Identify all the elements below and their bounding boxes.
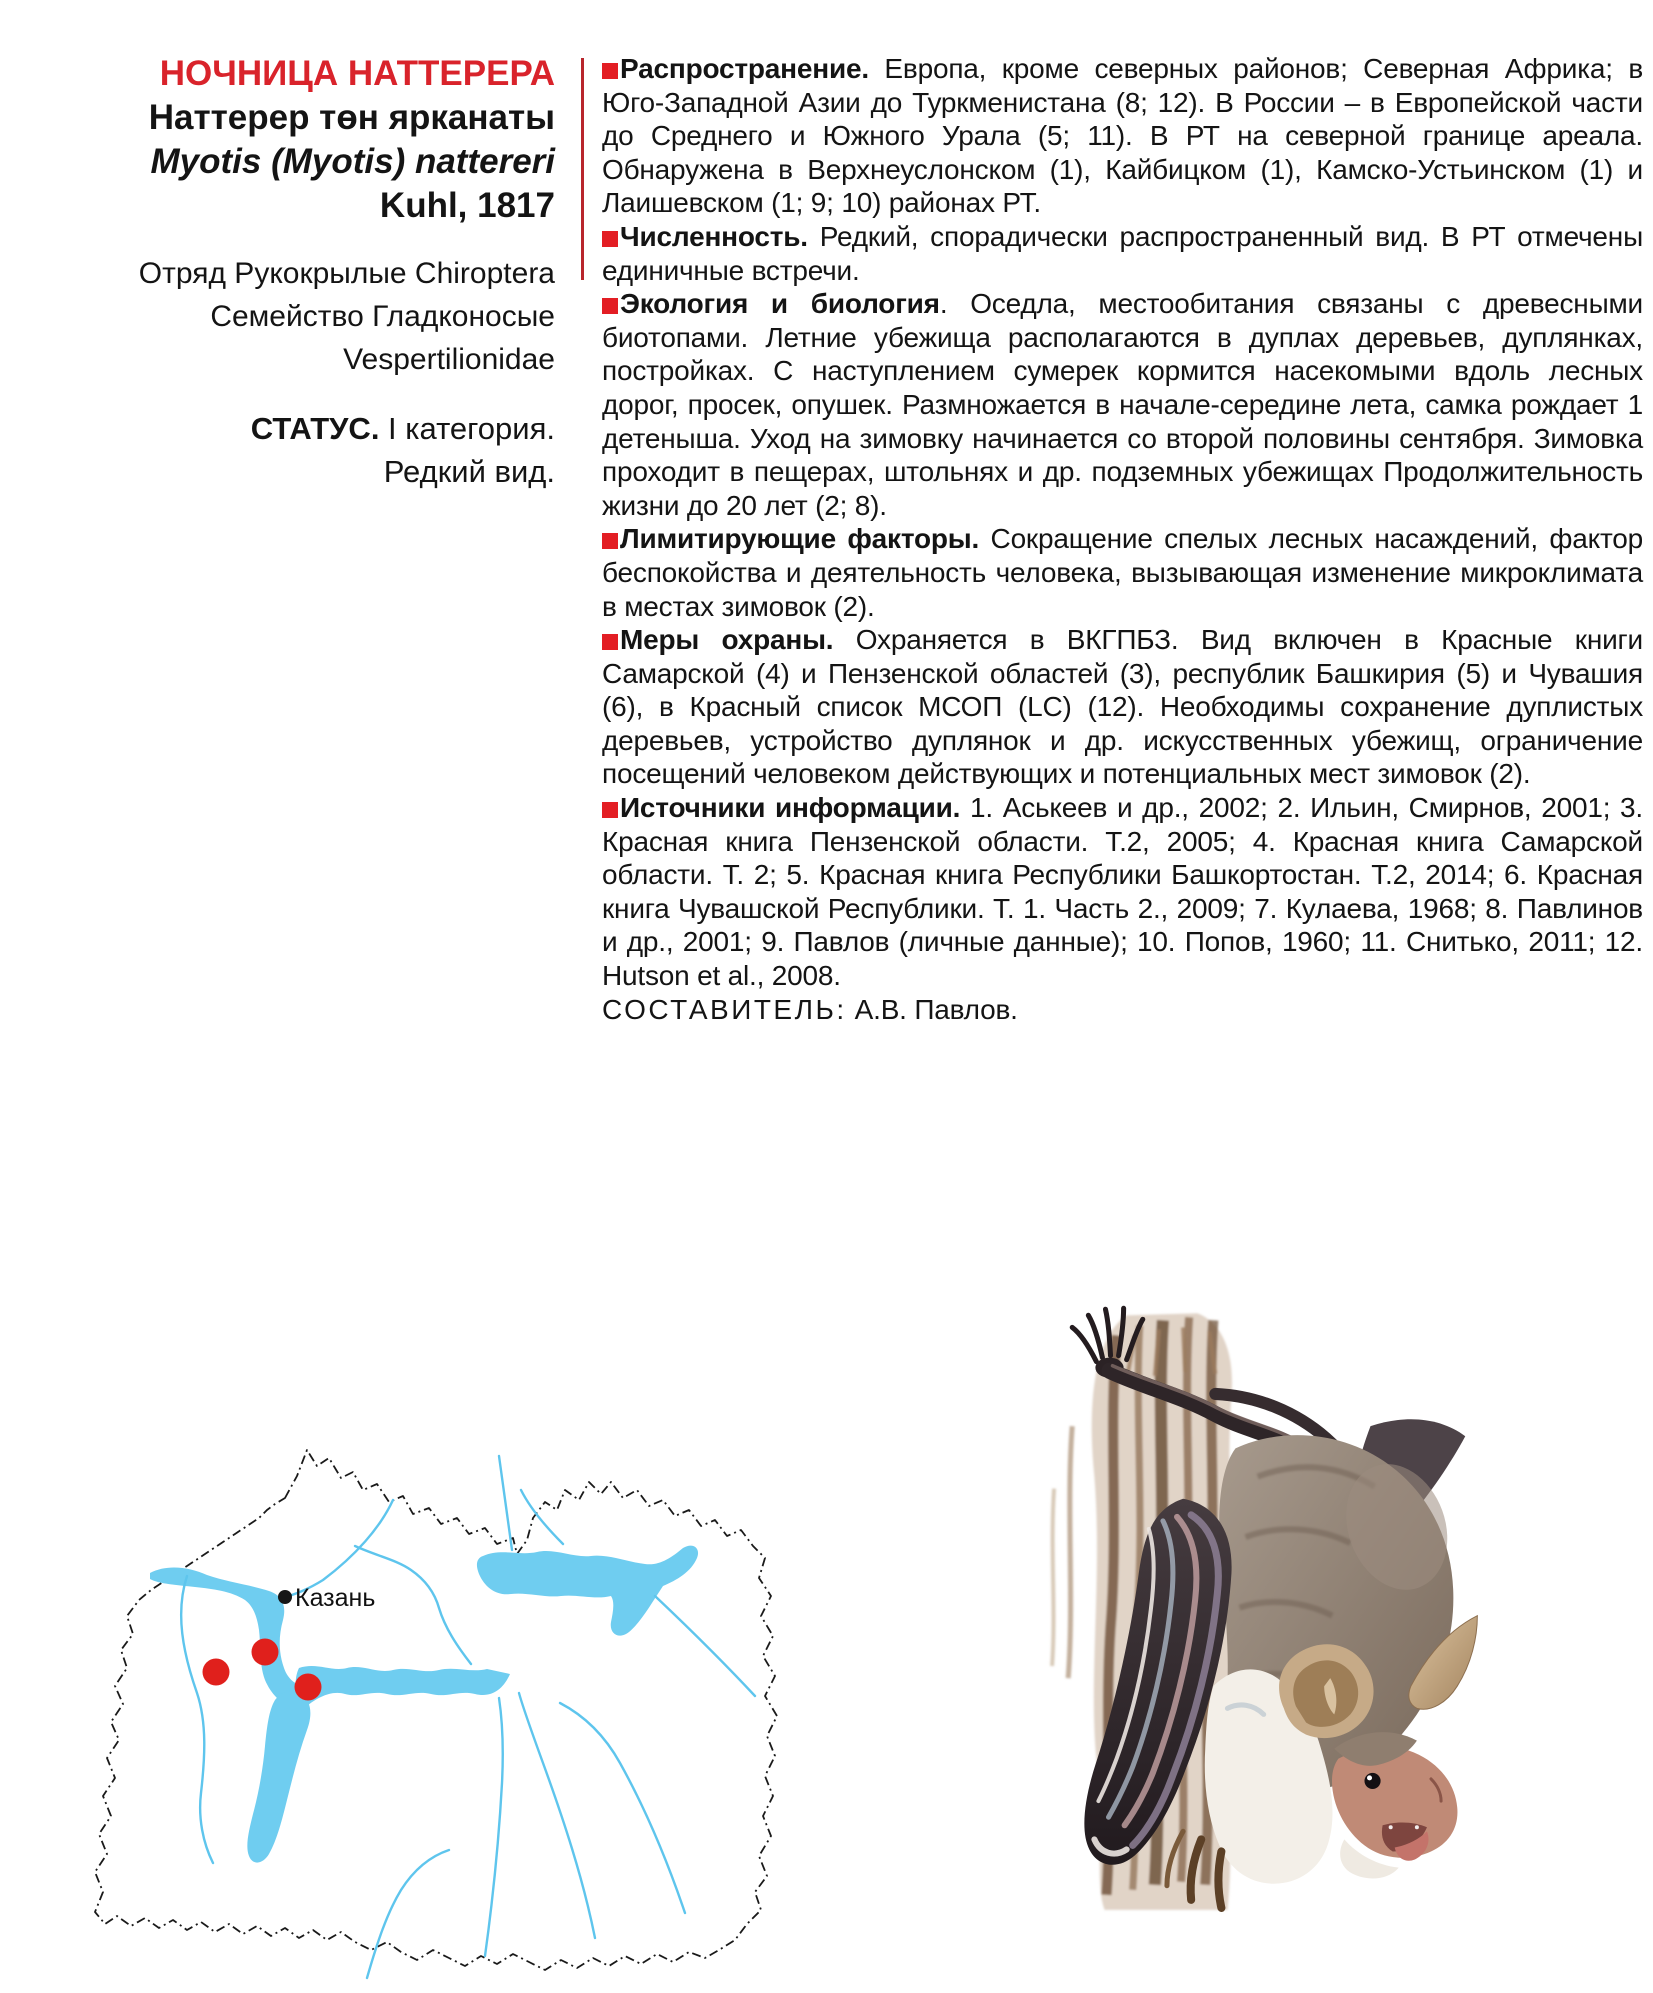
record-dot-1 [203,1659,230,1686]
red-square-bullet [602,63,618,79]
red-square-bullet [602,231,618,247]
bat-illustration [975,1275,1500,1920]
section-text: Европа, кроме северных районов; Северная Африка; в Юго-Западной Азии до Туркменистана (8; 12). В России – в Европейской части до Среднего и Южного Урала (5; 11). В РТ на северной границе ареала. Обнаружена в Верхнеуслонском (1), Кайбицком (1), Камско-Устьинском (1) и Лаишевском (1; 9; 10) районах РТ. [602,53,1643,219]
section-label: Распространение. [620,53,869,84]
section-sources [602,791,1643,993]
red-vertical-rule [581,58,584,280]
bat-left-ear [1279,1644,1373,1738]
species-author-year: Kuhl, 1817 [379,186,555,225]
red-square-bullet [602,533,618,549]
section-label: Экология и биология [620,288,940,320]
species-title-russian: НОЧНИЦА НАТТЕРЕРА [159,54,555,93]
section-text: . Оседла, местообитания связаны с древесными биотопами. Летние убежища располагаются в дуплах деревьев, дуплянках, постройках. С наступлением сумерек кормится насекомыми вдоль лесных дорог, просек, опушек. Размножается в начале-середине лета, самка рождает 1 детеныша. Уход на зимовку начинается со второй половины сентября. Зимовка проходит в пещерах, штольнях и др. подземных убежищах Продолжительность жизни до 20 лет (2; 8). [602,288,1643,521]
section-label: Лимитирующие факторы. [620,523,980,555]
status-category: I категория. [379,411,555,446]
section-label: Меры охраны. [620,624,834,656]
section-text: Сокращение спелых лесных насаждений, фактор беспокойства и деятельность человека, вызывающая изменение микроклимата в местах зимовок (2). [602,523,1644,622]
bat-eye [1364,1773,1380,1789]
tatarstan-outline [95,1450,777,1970]
record-dot-2 [252,1639,279,1666]
kazan-city-label: Казань [295,1584,376,1612]
taxonomy-block [95,252,555,381]
compiler-name: А.В. Павлов. [854,993,1018,1025]
status-label: СТАТУС. [250,411,380,446]
species-title-tatar: Наттерер төн ярканаты [148,98,555,137]
family-latin-line: Vespertilionidae [343,343,555,376]
family-line: Семейство Гладконосые [210,300,555,333]
kazan-city-dot [278,1590,292,1604]
rivers [181,1456,755,1978]
bat-head [1332,1732,1457,1878]
section-text: 1. Аськеев и др., 2002; 2. Ильин, Смирнов, 2001; 3. Красная книга Пензенской области. Т.2, 2005; 4. Красная книга Самарской области. Т. 2; 5. Красная книга Республики Башкортостан. Т.2, 2014; 6. Красная книга Чувашской Республики. Т. 1. Часть 2., 2009; 7. Кулаева, 1968; 8. Павлинов и др., 2001; 9. Павлов (личные данные); 10. Попов, 1960; 11. Снитько, 2011; 12. Hutson et al., 2008. [602,792,1644,992]
section-text: Охраняется в ВКГПБЗ. Вид включен в Красные книги Самарской (4) и Пензенской областей (3), республик Башкирия (5) и Чувашия (6), в Красный список МСОП (LC) (12). Необходимы сохранение дуплистых деревьев, устройство дуплянок и др. искусственных убежищ, ограничение посещений человеком действующих и потенциальных мест зимовок (2). [602,624,1643,790]
order-line: Отряд Рукокрылые Chiroptera [138,257,555,290]
section-ecology [602,287,1643,522]
compiler-label: СОСТАВИТЕЛЬ: [602,993,847,1025]
tatarstan-map-svg [55,1398,810,1993]
species-header [95,52,555,493]
species-article [602,52,1643,1026]
section-abundance [602,220,1643,287]
bat-illustration-svg [975,1275,1500,1920]
record-dot-3 [295,1674,322,1701]
red-square-bullet [602,634,618,650]
red-square-bullet [602,802,618,818]
distribution-map [55,1398,810,1993]
status-block [95,407,555,493]
section-label: Источники информации. [620,792,961,824]
section-protection [602,623,1643,791]
section-label: Численность. [620,220,808,252]
red-square-bullet [602,298,618,314]
section-limiting-factors [602,522,1643,623]
section-distribution [602,52,1643,220]
reservoirs [150,1546,698,1863]
species-latin-name: Myotis (Myotis) nattereri [150,142,555,181]
status-rarity: Редкий вид. [383,454,555,489]
compiler-line [602,993,1643,1027]
section-text: Редкий, спорадически распространенный вид. В РТ отмечены единичные встречи. [602,220,1643,286]
